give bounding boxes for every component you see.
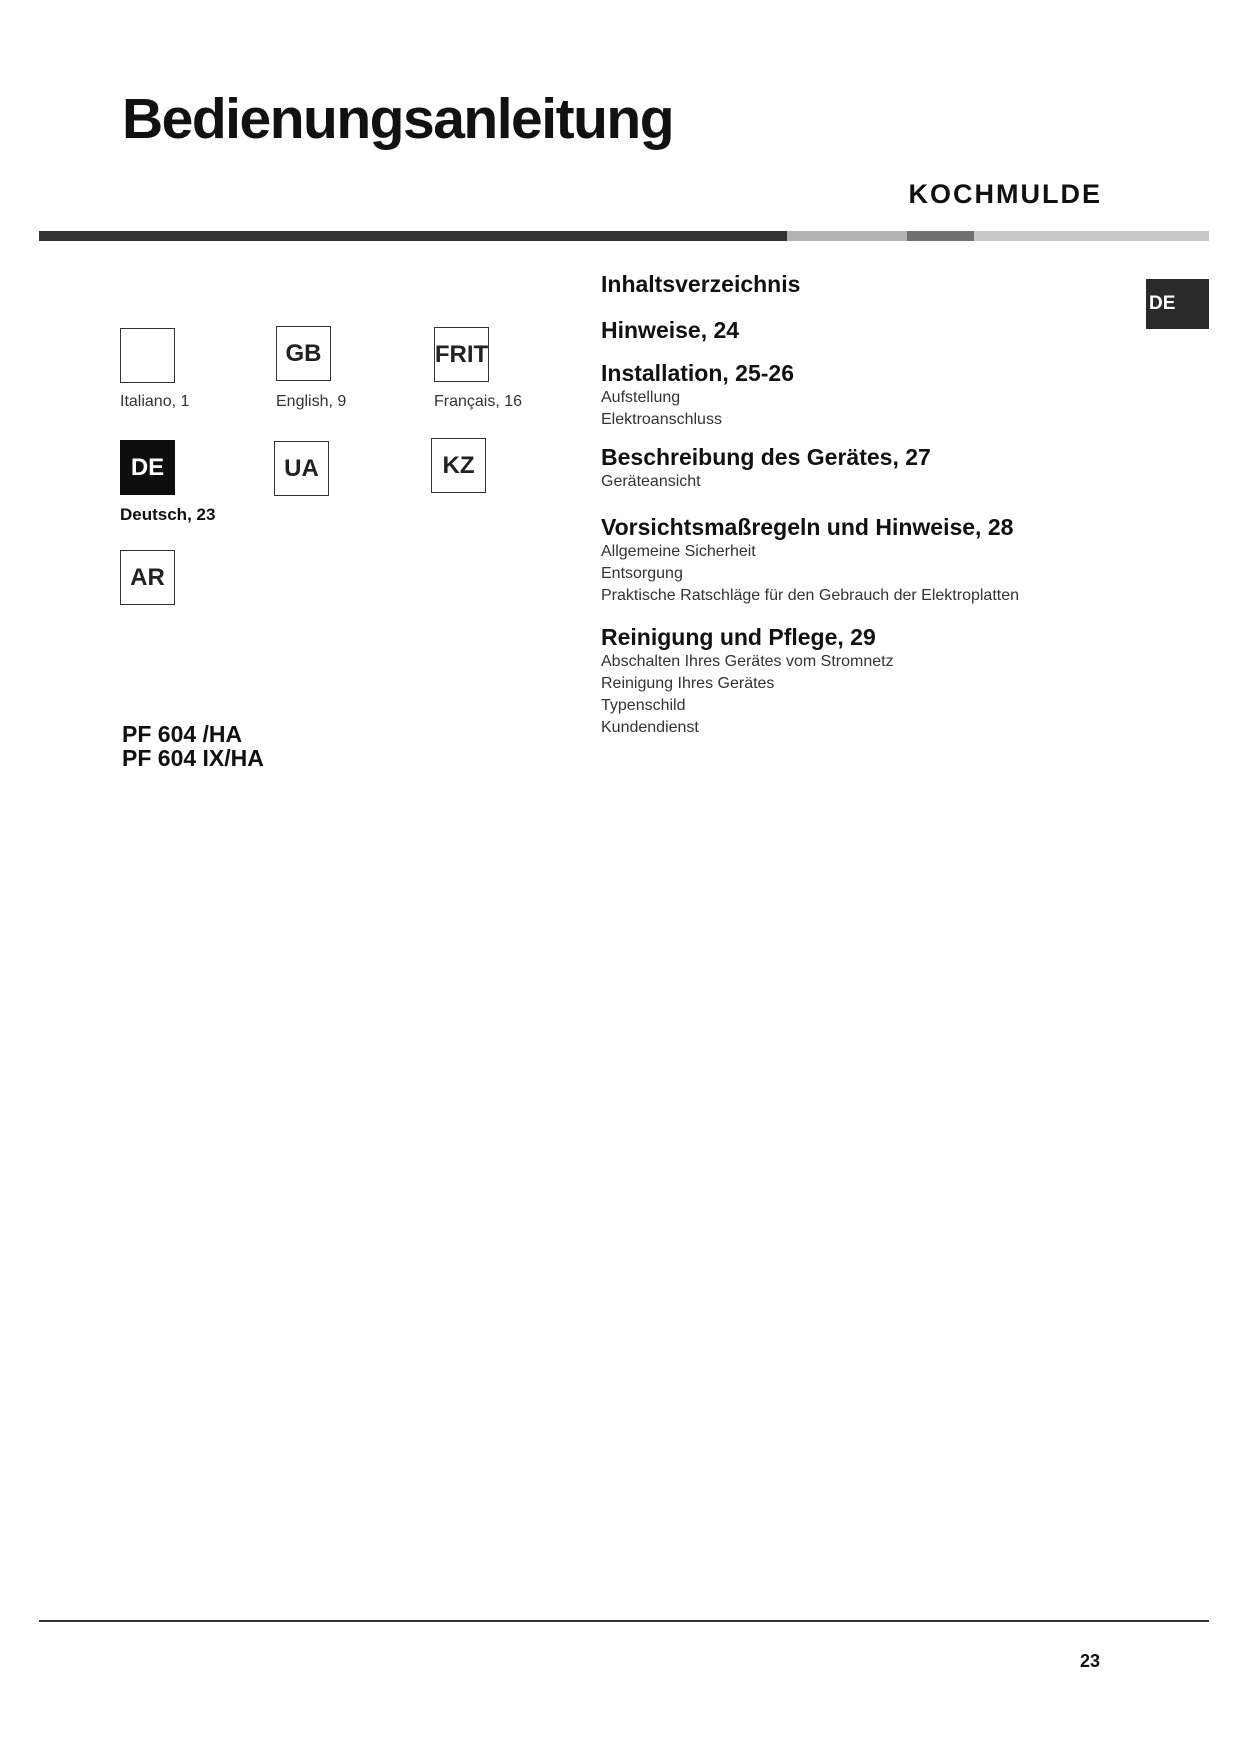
model-name: PF 604 /HA bbox=[122, 721, 243, 747]
toc-subitem: Abschalten Ihres Gerätes vom Stromnetz bbox=[601, 653, 894, 670]
language-box-arabic[interactable]: AR bbox=[120, 550, 175, 605]
toc-section-title[interactable]: Hinweise, 24 bbox=[601, 317, 740, 343]
toc-subitem: Aufstellung bbox=[601, 389, 681, 406]
model-list bbox=[122, 722, 264, 770]
language-box-deutsch[interactable]: DE bbox=[120, 440, 175, 495]
language-label-francais: Français, 16 bbox=[434, 393, 523, 410]
toc-section-installation bbox=[601, 360, 1121, 431]
toc-subitem: Typenschild bbox=[601, 697, 686, 714]
toc-subitem: Allgemeine Sicherheit bbox=[601, 543, 756, 560]
language-label-english: English, 9 bbox=[276, 393, 347, 410]
toc-section-title[interactable]: Beschreibung des Gerätes, 27 bbox=[601, 444, 931, 470]
page-number: 23 bbox=[1080, 1651, 1101, 1671]
toc-section-reinigung bbox=[601, 624, 1121, 739]
header-band-mid bbox=[907, 231, 974, 241]
language-box-italiano[interactable] bbox=[120, 328, 175, 383]
language-box-kazakh[interactable]: KZ bbox=[431, 438, 486, 493]
table-of-contents bbox=[601, 270, 1121, 755]
toc-subitem: Geräteansicht bbox=[601, 473, 701, 490]
toc-subitem: Praktische Ratschläge für den Gebrauch der Elektroplatten bbox=[601, 587, 1020, 604]
document-title: Bedienungsanleitung bbox=[122, 87, 674, 151]
toc-section-title[interactable]: Vorsichtsmaßregeln und Hinweise, 28 bbox=[601, 514, 1014, 540]
toc-subitem: Entsorgung bbox=[601, 565, 683, 582]
model-name: PF 604 IX/HA bbox=[122, 745, 264, 771]
language-box-ukrainian[interactable]: UA bbox=[274, 441, 329, 496]
toc-section-beschreibung bbox=[601, 444, 1121, 493]
toc-subitem: Elektroanschluss bbox=[601, 411, 722, 428]
toc-section-title[interactable]: Installation, 25-26 bbox=[601, 360, 795, 386]
language-box-francais[interactable]: FRIT bbox=[434, 327, 489, 382]
toc-section-vorsichtsmassregeln bbox=[601, 514, 1121, 607]
header-band-pale bbox=[974, 231, 1209, 241]
header-band-dark bbox=[39, 231, 787, 241]
footer-divider bbox=[39, 1620, 1209, 1622]
toc-subitem: Reinigung Ihres Gerätes bbox=[601, 675, 775, 692]
language-label-deutsch: Deutsch, 23 bbox=[120, 505, 216, 524]
toc-section-hinweise bbox=[601, 317, 1121, 344]
toc-heading: Inhaltsverzeichnis bbox=[601, 271, 801, 297]
toc-subitem: Kundendienst bbox=[601, 719, 699, 736]
language-box-english[interactable]: GB bbox=[276, 326, 331, 381]
header-band-light bbox=[787, 231, 907, 241]
language-side-tab: DE bbox=[1146, 279, 1209, 329]
product-category: KOCHMULDE bbox=[908, 179, 1102, 209]
toc-section-title[interactable]: Reinigung und Pflege, 29 bbox=[601, 624, 876, 650]
language-label-italiano: Italiano, 1 bbox=[120, 393, 190, 410]
